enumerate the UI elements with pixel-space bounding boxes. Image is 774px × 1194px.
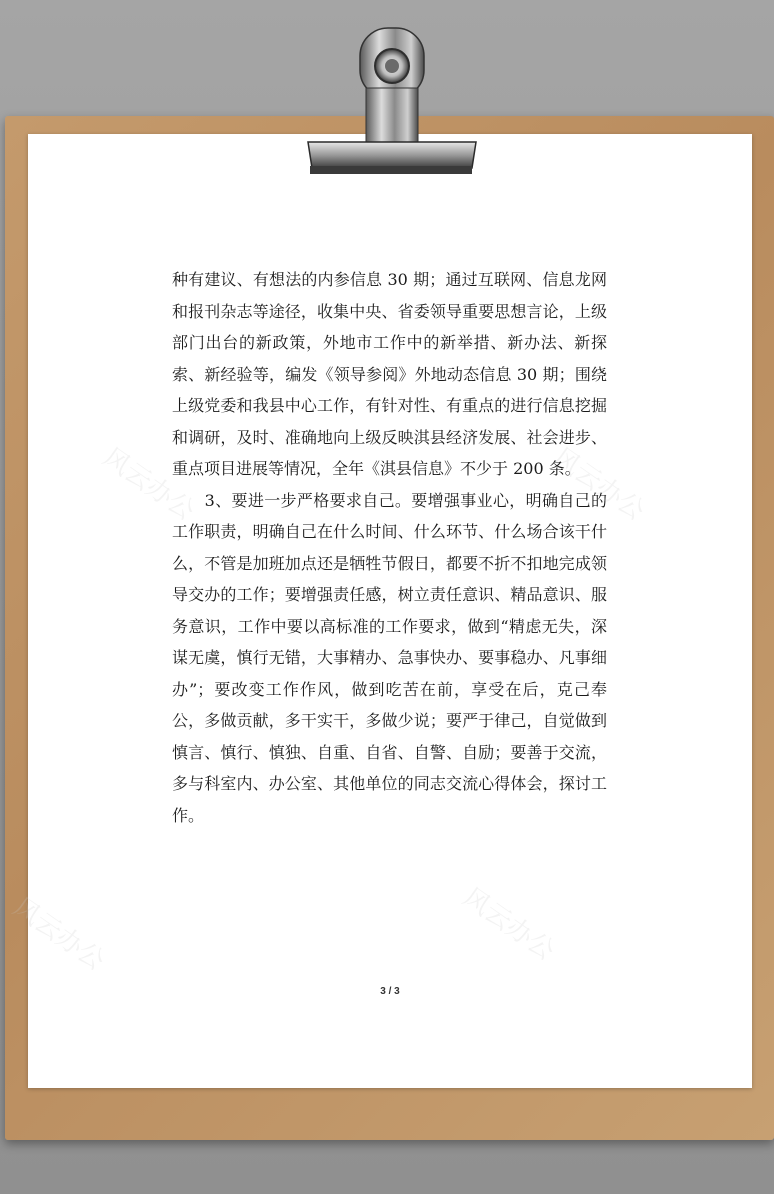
- page-number: 3 / 3: [380, 986, 400, 997]
- binder-clip-icon: [296, 22, 486, 182]
- watermark: 风云办公: [7, 892, 110, 977]
- paragraph-1: 种有建议、有想法的内参信息 30 期；通过互联网、信息龙网和报刊杂志等途径，收集中央、省委领导重要思想言论，上级部门出台的新政策，外地市工作中的新举措、新办法、新探索、新经验等，编发《领导参阅》外地动态信息 30 期；围绕上级党委和我县中心工作，有针对性、有重点的进行信息挖掘和调研，及时、准确地向上级反映淇县经济发展、社会进步、重点项目进展等情况，全年《淇县信息》不少于 200 条。: [172, 270, 607, 478]
- document-page: [7, 134, 752, 1088]
- paragraph-2: 3、要进一步严格要求自己。要增强事业心，明确自己的工作职责，明确自己在什么时间、什么环节、什么场合该干什么，不管是加班加点还是牺牲节假日，都要不折不扣地完成领导交办的工作；要增强责任感，树立责任意识、精品意识、服务意识，工作中要以高标准的工作要求，做到“精虑无失，深谋无虞，慎行无错，大事精办、急事快办、要事稳办、凡事细办”；要改变工作作风，做到吃苦在前，享受在后，克己奉公，多做贡献，多干实干，多做少说；要严于律己，自觉做到慎言、慎行、慎独、自重、自省、自警、自励；要善于交流，多与科室内、办公室、其他单位的同志交流心得体会，探讨工作。: [172, 490, 607, 825]
- watermark: 风云办公: [547, 442, 650, 527]
- document-body: [172, 264, 607, 831]
- watermark: 风云办公: [97, 442, 200, 527]
- watermark: 风云办公: [457, 882, 560, 967]
